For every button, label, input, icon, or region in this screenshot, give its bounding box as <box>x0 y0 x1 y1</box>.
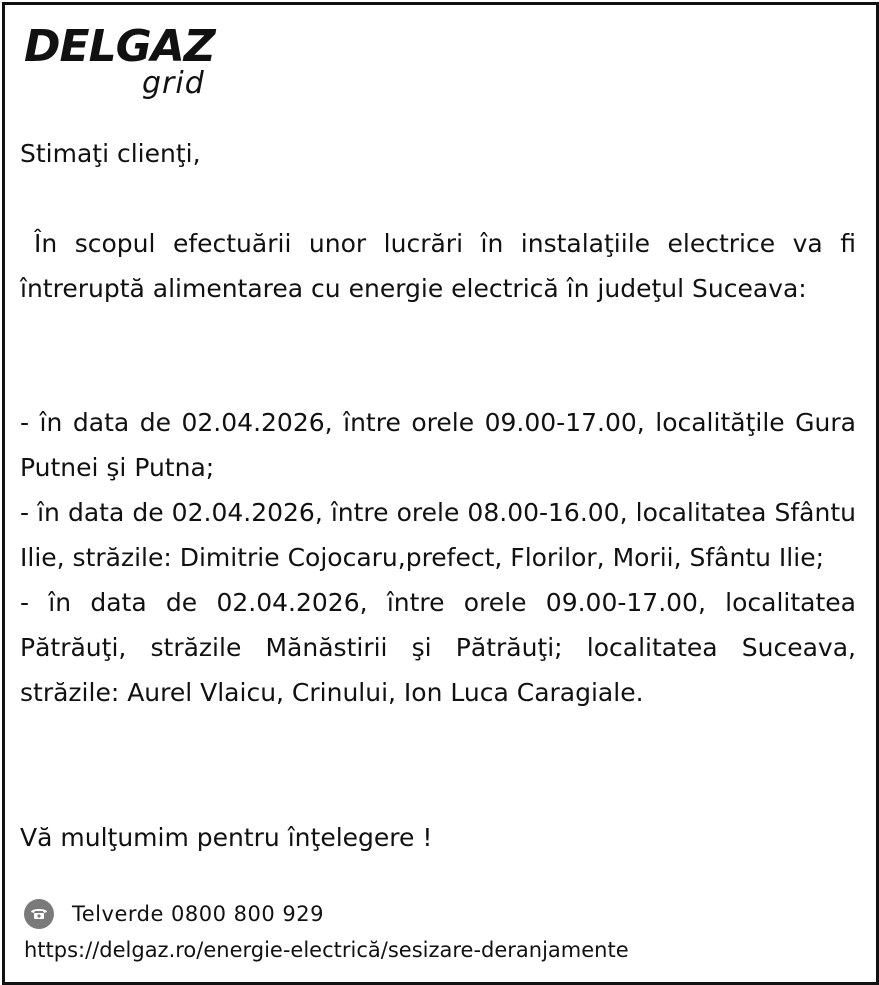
closing-line: Vă mulţumim pentru înţelegere ! <box>20 823 433 852</box>
outage-item: - în data de 02.04.2026, între orele 08.00-16.00, localitatea Sfântu Ilie, străzile: Dimitrie Cojocaru,prefect, Florilor, Morii, Sfântu Ilie; <box>20 498 856 572</box>
logo-sub-text: grid <box>142 66 205 101</box>
phone-icon <box>24 899 54 929</box>
outage-item: - în data de 02.04.2026, între orele 09.00-17.00, localitatea Pătrăuţi, străzile Mănăstirii şi Pătrăuţi; localitatea Suceava, străzile: Aurel Vlaicu, Crinului, Ion Luca Caragiale. <box>20 588 856 707</box>
contact-line <box>24 896 324 932</box>
website-link[interactable]: https://delgaz.ro/energie-electrică/sesizare-deranjamente <box>24 938 629 962</box>
outage-item: - în data de 02.04.2026, între orele 09.00-17.00, localităţile Gura Putnei şi Putna; <box>20 408 856 482</box>
greeting: Stimaţi clienţi, <box>20 139 201 168</box>
delgaz-grid-logo <box>22 22 232 108</box>
logo-main-text: DELGAZ <box>24 21 215 72</box>
outage-list <box>20 400 856 715</box>
intro-paragraph: În scopul efectuării unor lucrări în instalaţiile electrice va fi întreruptă alimentarea cu energie electrică în judeţul Suceava: <box>20 229 856 303</box>
phone-number: Telverde 0800 800 929 <box>72 902 325 926</box>
